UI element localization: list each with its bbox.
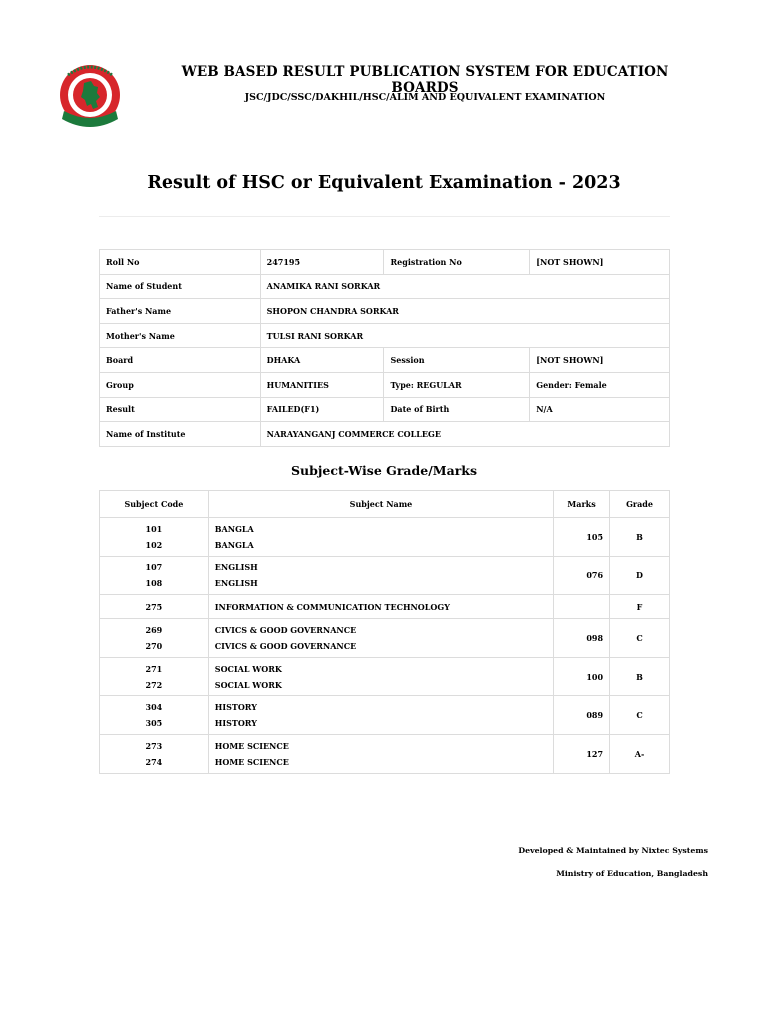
registration-label: Registration No [384,250,530,275]
subject-code: 305 [145,718,163,729]
student-info-table [99,249,670,447]
subject-code: 269 [145,624,163,635]
table-row [100,734,670,773]
table-row [100,518,670,557]
subject-name: HOME SCIENCE [214,756,289,767]
page-header [0,0,768,150]
student-name-row [100,274,670,299]
result-row [100,397,670,422]
government-seal-icon [58,63,122,133]
subject-name: HISTORY [214,718,257,729]
grades-table [99,490,670,774]
student-name-label: Name of Student [100,274,261,299]
session-label: Session [384,348,530,373]
subject-marks [554,595,610,619]
grade-header: Grade [610,491,670,518]
student-name-value: ANAMIKA RANI SORKAR [260,274,669,299]
table-row [100,556,670,595]
group-value: HUMANITIES [260,372,384,397]
father-label: Father's Name [100,299,261,324]
dob-label: Date of Birth [384,397,530,422]
subject-code: 274 [145,756,163,767]
subject-code: 108 [145,578,163,589]
subject-name: CIVICS & GOOD GOVERNANCE [214,640,357,651]
table-row [100,595,670,619]
subject-code: 270 [145,640,163,651]
subject-grade: A- [610,734,670,773]
subject-name: SOCIAL WORK [214,679,282,690]
subject-name: ENGLISH [214,562,258,573]
subject-name-header: Subject Name [208,491,553,518]
divider [99,216,670,217]
subject-code: 273 [145,740,163,751]
subject-code: 107 [145,562,163,573]
father-row [100,299,670,324]
subject-name: ENGLISH [214,578,258,589]
subject-name: HISTORY [214,702,257,713]
result-label: Result [100,397,261,422]
roll-row [100,250,670,275]
institute-row [100,422,670,447]
system-subtitle: JSC/JDC/SSC/DAKHIL/HSC/ALIM AND EQUIVALENT EXAMINATION [244,92,606,103]
subject-marks: 076 [554,556,610,595]
grades-section-title: Subject-Wise Grade/Marks [291,463,477,478]
subject-code: 102 [145,539,163,550]
group-row [100,372,670,397]
session-value: [NOT SHOWN] [530,348,670,373]
subject-grade: B [610,657,670,696]
subject-grade: C [610,696,670,735]
subject-code-header: Subject Code [100,491,209,518]
group-label: Group [100,372,261,397]
mother-row [100,323,670,348]
subject-marks: 127 [554,734,610,773]
board-row [100,348,670,373]
subject-code: 271 [145,663,163,674]
subject-name: HOME SCIENCE [214,740,289,751]
mother-label: Mother's Name [100,323,261,348]
subject-name: SOCIAL WORK [214,663,282,674]
subject-grade: D [610,556,670,595]
subject-grade: F [610,595,670,619]
subject-grade: C [610,619,670,658]
roll-value: 247195 [260,250,384,275]
subject-grade: B [610,518,670,557]
institute-value: NARAYANGANJ COMMERCE COLLEGE [260,422,669,447]
result-value: FAILED(F1) [260,397,384,422]
subject-code: 272 [145,679,163,690]
subject-name: INFORMATION & COMMUNICATION TECHNOLOGY [214,601,450,612]
roll-label: Roll No [100,250,261,275]
table-row [100,619,670,658]
board-label: Board [100,348,261,373]
type-text: Type: REGULAR [384,372,530,397]
subject-code: 101 [145,523,163,534]
subject-name: BANGLA [214,539,254,550]
page-title: Result of HSC or Equivalent Examination - 2023 [147,173,621,193]
father-value: SHOPON CHANDRA SORKAR [260,299,669,324]
table-row [100,657,670,696]
mother-value: TULSI RANI SORKAR [260,323,669,348]
institute-label: Name of Institute [100,422,261,447]
subject-name: CIVICS & GOOD GOVERNANCE [214,624,357,635]
subject-marks: 098 [554,619,610,658]
subject-marks: 105 [554,518,610,557]
grades-header-row [100,491,670,518]
registration-value: [NOT SHOWN] [530,250,670,275]
developer-credit: Developed & Maintained by Nixtec Systems [518,846,708,855]
subject-marks: 100 [554,657,610,696]
system-title: WEB BASED RESULT PUBLICATION SYSTEM FOR EDUCATION BOARDS [181,64,669,96]
subject-code: 304 [145,702,163,713]
subject-code: 275 [145,601,163,612]
marks-header: Marks [554,491,610,518]
gender-text: Gender: Female [530,372,670,397]
dob-value: N/A [530,397,670,422]
subject-name: BANGLA [214,523,254,534]
subject-marks: 089 [554,696,610,735]
table-row [100,696,670,735]
ministry-credit: Ministry of Education, Bangladesh [556,869,708,878]
board-value: DHAKA [260,348,384,373]
